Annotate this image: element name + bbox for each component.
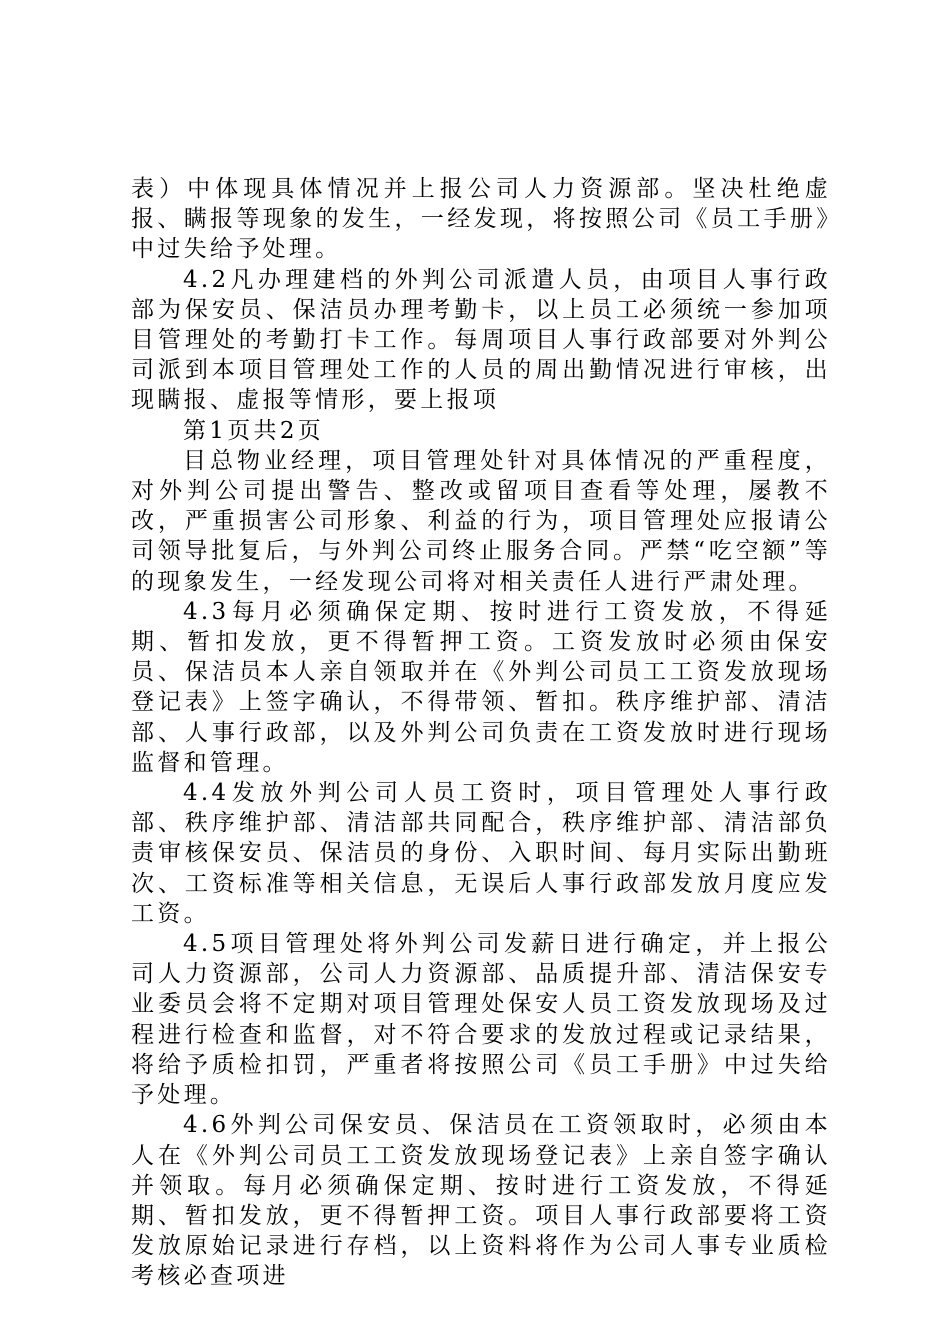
paragraph-4-5: 4.5项目管理处将外判公司发薪日进行确定，并上报公司人力资源部，公司人力资源部、品质提升部、清洁保安专业委员会将不定期对项目管理处保安人员工资发放现场及过程进行检查和监督，对不符合要求的发放过程或记录结果，将给予质检扣罚，严重者将按照公司《员工手册》中过失给予处理。: [131, 931, 831, 1109]
page-number: 第1页共2页: [183, 417, 325, 444]
paragraph-4-3: 4.3每月必须确保定期、按时进行工资发放，不得延期、暂扣发放，更不得暂押工资。工资发放时必须由保安员、保洁员本人亲自领取并在《外判公司员工工资发放现场登记表》上签字确认，不得带领、暂扣。秩序维护部、清洁部、人事行政部，以及外判公司负责在工资发放时进行现场监督和管理。: [131, 598, 831, 776]
paragraph-4-6: 4.6外判公司保安员、保洁员在工资领取时，必须由本人在《外判公司员工工资发放现场登记表》上亲自签字确认并领取。每月必须确保定期、按时进行工资发放，不得延期、暂扣发放，更不得暂押工资。项目人事行政部要将工资发放原始记录进行存档，以上资料将作为公司人事专业质检考核必查项进: [131, 1112, 831, 1290]
paragraph-4-4: 4.4发放外判公司人员工资时，项目管理处人事行政部、秩序维护部、清洁部共同配合，秩序维护部、清洁部负责审核保安员、保洁员的身份、入职时间、每月实际出勤班次、工资标准等相关信息，无误后人事行政部发放月度应发工资。: [131, 780, 831, 927]
paragraph-4-2: 4.2凡办理建档的外判公司派遣人员，由项目人事行政部为保安员、保洁员办理考勤卡，以上员工必须统一参加项目管理处的考勤打卡工作。每周项目人事行政部要对外判公司派到本项目管理处工作的人员的周出勤情况进行审核，出现瞒报、虚报等情形，要上报项: [131, 266, 831, 414]
document-body: [131, 174, 831, 1292]
paragraph-continued: 目总物业经理，项目管理处针对具体情况的严重程度，对外判公司提出警告、整改或留项目查看等处理，屡教不改，严重损害公司形象、利益的行为，项目管理处应报请公司领导批复后，与外判公司终止服务合同。严禁“吃空额”等的现象发生，一经发现公司将对相关责任人进行严肃处理。: [131, 447, 831, 595]
paragraph-1: 表）中体现具体情况并上报公司人力资源部。坚决杜绝虚报、瞒报等现象的发生，一经发现，将按照公司《员工手册》中过失给予处理。: [131, 176, 831, 263]
